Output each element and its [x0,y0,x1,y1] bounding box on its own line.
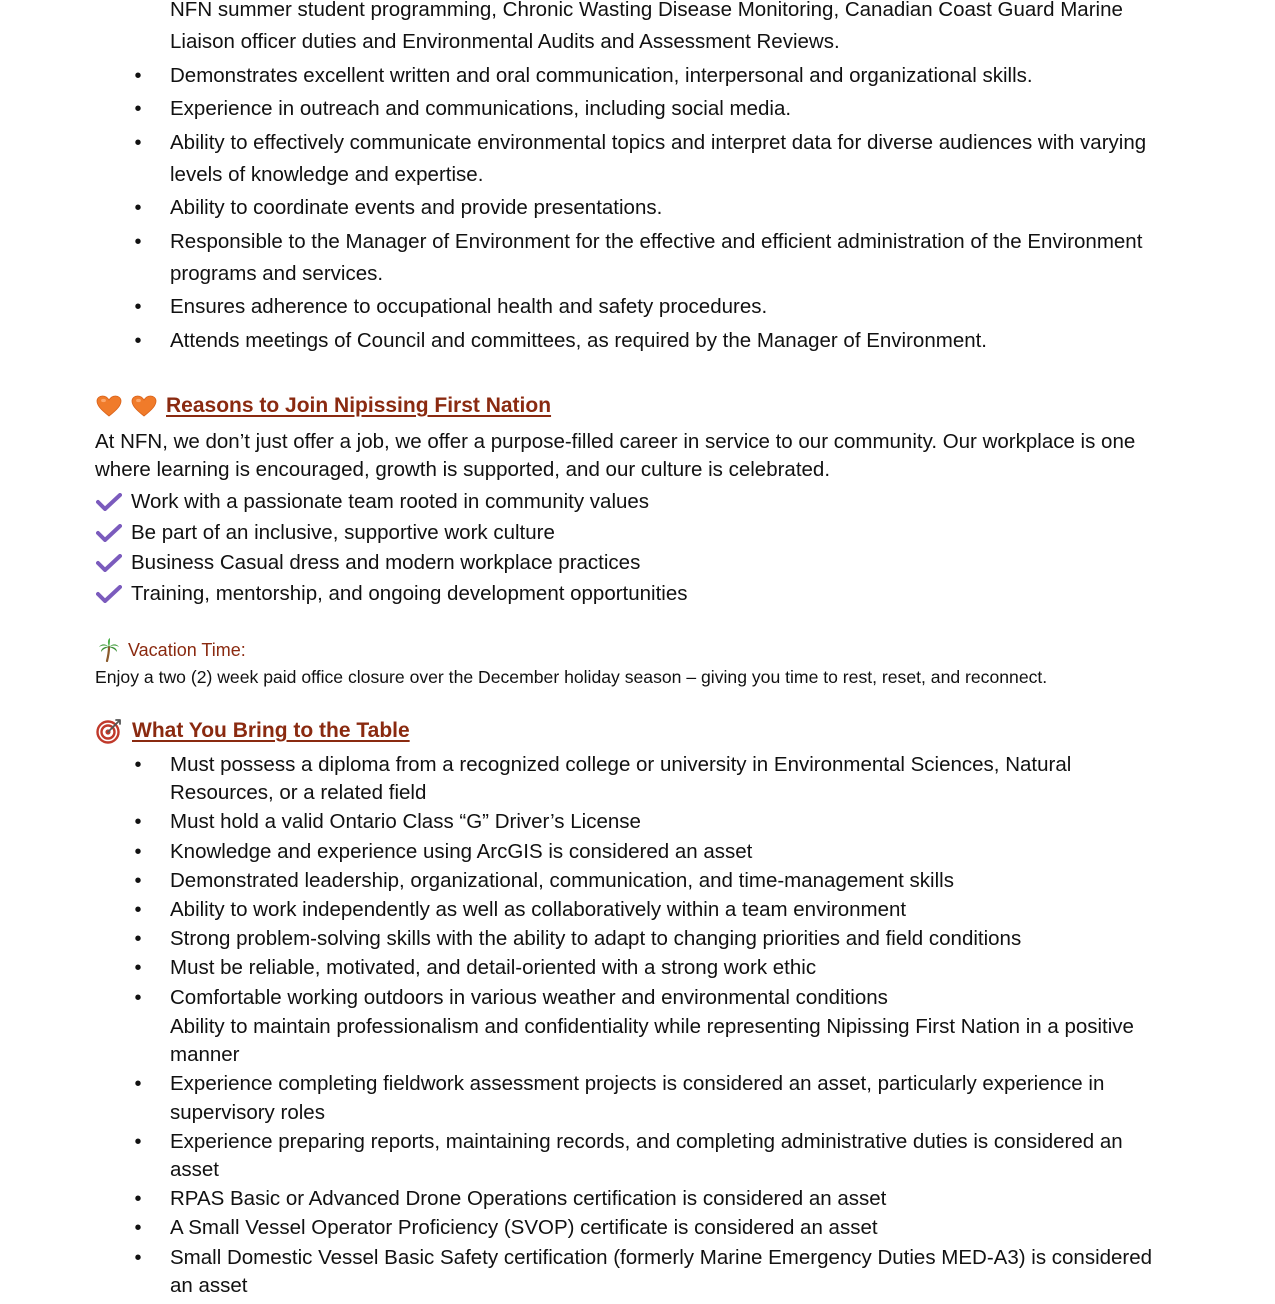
bullet-icon: • [134,1188,142,1211]
orange-heart-icon [131,395,157,417]
bullet-icon: • [134,928,142,951]
bring-heading [96,718,410,744]
bullet-icon: • [134,899,142,922]
reasons-intro-paragraph: At NFN, we don’t just offer a job, we offer a purpose-filled career in service to our community. Our workplace is one where learning is encouraged, growth is supported, and our culture is celebrated. [95,430,1136,481]
list-item: • Must possess a diploma from a recognized college or university in Environmental Sciences, Natural Resources, or a related field [0,751,1275,808]
list-item: • A Small Vessel Operator Proficiency (SVOP) certificate is considered an asset [0,1214,1275,1242]
list-item: • Responsible to the Manager of Environment for the effective and efficient administration of the Environment programs and services. [0,226,1275,290]
list-item: • Ability to coordinate events and provide presentations. [0,192,1275,224]
list-item: • Small Domestic Vessel Basic Safety certification (formerly Marine Emergency Duties MED-A3) is considered an asset [0,1244,1275,1301]
bullet-icon: • [134,98,142,120]
list-item: • Ability to effectively communicate environmental topics and interpret data for diverse audiences with varying levels of knowledge and expertise. [0,127,1275,191]
vacation-description: Enjoy a two (2) week paid office closure over the December holiday season – giving you time to rest, reset, and reconnect. [95,667,1048,687]
duties-list [0,0,1275,358]
bullet-icon: • [134,1130,142,1153]
list-item: • Must hold a valid Ontario Class “G” Driver’s License [0,808,1275,836]
reasons-heading-text: Reasons to Join Nipissing First Nation [166,394,552,417]
bullet-icon: • [134,869,142,892]
list-item: • Ensures adherence to occupational health and safety procedures. [0,291,1275,323]
bullet-icon: • [134,1217,142,1240]
bullet-icon: • [134,230,142,253]
bullet-icon: • [134,1073,142,1096]
list-item: Be part of an inclusive, supportive work culture [96,518,688,549]
orange-heart-icon [96,395,122,417]
purple-check-icon [96,554,122,572]
bullet-icon: • [134,957,142,980]
list-item: • Strong problem-solving skills with the ability to adapt to changing priorities and field conditions [0,925,1275,953]
bullet-icon: • [134,296,142,318]
bullet-icon: • [134,1246,142,1269]
bullet-icon: • [134,986,142,1009]
bullet-icon: • [134,131,142,154]
list-item: Training, mentorship, and ongoing development opportunities [96,579,688,610]
list-item: • Comfortable working outdoors in various weather and environmental conditions [0,984,1275,1012]
list-item: • Ability to work independently as well as collaboratively within a team environment [0,896,1275,924]
list-item: • Demonstrates excellent written and oral communication, interpersonal and organizational skills. [0,60,1275,92]
palm-tree-icon [98,638,120,662]
requirements-list [0,751,1275,1301]
bullet-icon: • [134,840,142,863]
bullet-icon: • [134,811,142,834]
list-item: NFN summer student programming, Chronic Wasting Disease Monitoring, Canadian Coast Guard Marine Liaison officer duties and Environmental Audits and Assessment Reviews. [170,0,1123,53]
list-item: • Experience preparing reports, maintaining records, and completing administrative duties is considered an asset [0,1128,1275,1185]
purple-check-icon [96,524,122,542]
list-item: • Knowledge and experience using ArcGIS is considered an asset [0,838,1275,866]
list-item: Business Casual dress and modern workplace practices [96,548,688,579]
purple-check-icon [96,585,122,603]
list-item: • Experience completing fieldwork assessment projects is considered an asset, particularly experience in supervisory roles [0,1070,1275,1127]
reasons-heading [96,394,551,418]
purple-check-icon [96,493,122,511]
bullet-icon: • [134,754,142,776]
list-item: • Experience in outreach and communications, including social media. [0,93,1275,125]
list-item: • Attends meetings of Council and committees, as required by the Manager of Environment. [0,325,1275,357]
list-item: • Must be reliable, motivated, and detail-oriented with a strong work ethic [0,954,1275,982]
list-item: • RPAS Basic or Advanced Drone Operations certification is considered an asset [0,1185,1275,1213]
target-icon [96,718,122,744]
list-item: Work with a passionate team rooted in community values [96,487,688,518]
list-item: • Demonstrated leadership, organizational, communication, and time-management skills [0,867,1275,895]
vacation-heading [98,638,246,662]
bring-heading-text: What You Bring to the Table [132,719,410,742]
vacation-heading-text: Vacation Time: [128,639,246,660]
bullet-icon: • [134,329,142,352]
list-item: Ability to maintain professionalism and confidentiality while representing Nipissing First Nation in a positive manner [170,1014,1134,1067]
bullet-icon: • [134,197,142,219]
reasons-check-list [96,487,688,609]
bullet-icon: • [134,64,142,87]
